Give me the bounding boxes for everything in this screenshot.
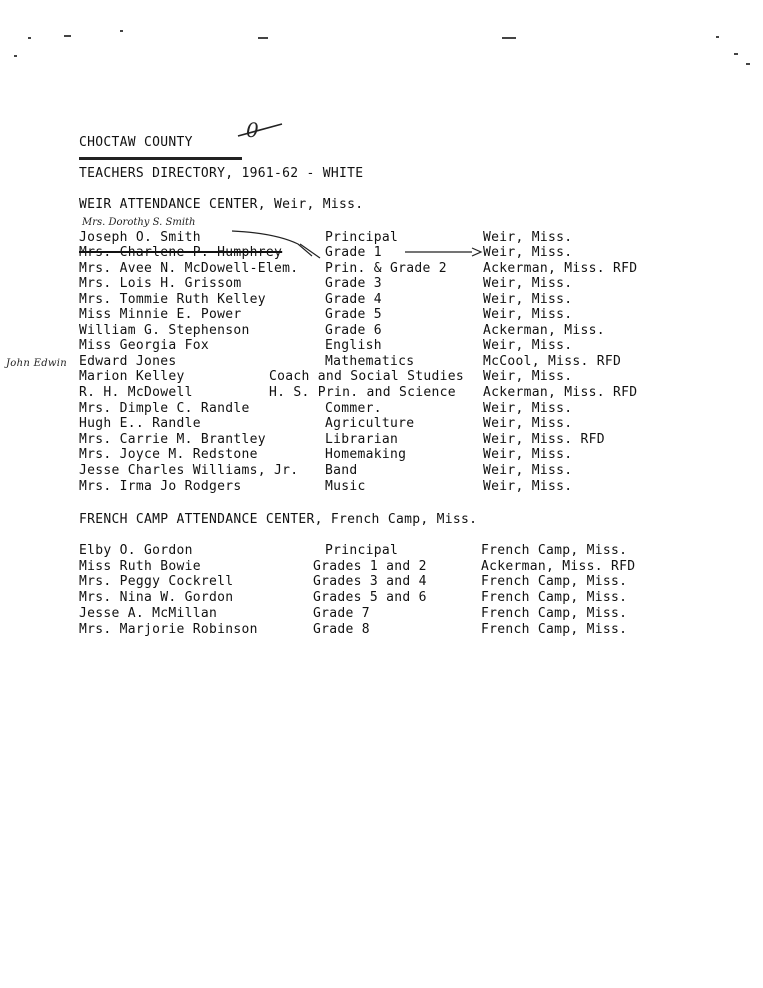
teacher-position: Grade 5 bbox=[325, 307, 382, 322]
teacher-name: Miss Minnie E. Power bbox=[79, 307, 242, 322]
table-row bbox=[0, 622, 763, 637]
table-row bbox=[0, 416, 763, 431]
teacher-position: Agriculture bbox=[325, 416, 415, 431]
teacher-position: Commer. bbox=[325, 401, 382, 416]
handwritten-first-name: John Edwin bbox=[6, 358, 67, 369]
table-row bbox=[0, 574, 763, 589]
teacher-location: Ackerman, Miss. RFD bbox=[481, 559, 636, 574]
teacher-position: Grade 6 bbox=[325, 323, 382, 338]
teacher-position: Grade 7 bbox=[313, 606, 370, 621]
teacher-name: Joseph O. Smith bbox=[79, 230, 201, 245]
teacher-position: Homemaking bbox=[325, 447, 407, 462]
teacher-position: Grade 1 bbox=[325, 245, 382, 260]
teacher-position: Grades 5 and 6 bbox=[313, 590, 427, 605]
teacher-location: Weir, Miss. bbox=[483, 447, 573, 462]
teacher-location: Weir, Miss. bbox=[483, 230, 573, 245]
teacher-name: Mrs. Dimple C. Randle bbox=[79, 401, 250, 416]
teacher-position: Coach and Social Studies bbox=[269, 369, 465, 384]
teacher-location: Weir, Miss. bbox=[483, 245, 573, 260]
teacher-location: French Camp, Miss. bbox=[481, 606, 628, 621]
heading-underline bbox=[79, 157, 242, 160]
teacher-name: Mrs. Avee N. McDowell-Elem. bbox=[79, 261, 299, 276]
teacher-location: Weir, Miss. bbox=[483, 276, 573, 291]
teacher-position: Music bbox=[325, 479, 366, 494]
teacher-position: English bbox=[325, 338, 382, 353]
teacher-location: Ackerman, Miss. RFD bbox=[483, 385, 638, 400]
section-heading-weir: WEIR ATTENDANCE CENTER, Weir, Miss. bbox=[79, 197, 364, 212]
teacher-name: Miss Georgia Fox bbox=[79, 338, 210, 353]
table-row bbox=[0, 543, 763, 558]
teacher-location: Weir, Miss. bbox=[483, 369, 573, 384]
teacher-location: French Camp, Miss. bbox=[481, 574, 628, 589]
teacher-name-struck: Mrs. Charlene P. Humphrey bbox=[79, 245, 283, 260]
teacher-name: Jesse A. McMillan bbox=[79, 606, 218, 621]
teacher-position: Grade 8 bbox=[313, 622, 370, 637]
section-heading-french-camp: FRENCH CAMP ATTENDANCE CENTER, French Camp, Miss. bbox=[79, 512, 478, 527]
teacher-name: Mrs. Carrie M. Brantley bbox=[79, 432, 266, 447]
teacher-position: Mathematics bbox=[325, 354, 415, 369]
teacher-location: Ackerman, Miss. RFD bbox=[483, 261, 638, 276]
county-handwritten-mark: 0 bbox=[246, 118, 259, 142]
teacher-location: French Camp, Miss. bbox=[481, 622, 628, 637]
table-row bbox=[0, 385, 763, 400]
table-row bbox=[0, 559, 763, 574]
teacher-location: Weir, Miss. bbox=[483, 463, 573, 478]
teacher-name: Mrs. Irma Jo Rodgers bbox=[79, 479, 242, 494]
table-row bbox=[0, 590, 763, 605]
teacher-location: French Camp, Miss. bbox=[481, 543, 628, 558]
teacher-name: Mrs. Lois H. Grissom bbox=[79, 276, 242, 291]
teacher-location: Weir, Miss. RFD bbox=[483, 432, 605, 447]
teacher-location: Weir, Miss. bbox=[483, 338, 573, 353]
teacher-location: Weir, Miss. bbox=[483, 292, 573, 307]
teacher-name: Marion Kelley bbox=[79, 369, 185, 384]
teacher-position: H. S. Prin. and Science bbox=[269, 385, 456, 400]
teacher-name: Edward Jones bbox=[79, 354, 177, 369]
table-row bbox=[0, 354, 763, 369]
teacher-location: Weir, Miss. bbox=[483, 416, 573, 431]
table-row bbox=[0, 292, 763, 307]
teacher-location: French Camp, Miss. bbox=[481, 590, 628, 605]
teacher-position: Grades 1 and 2 bbox=[313, 559, 427, 574]
teacher-position: Librarian bbox=[325, 432, 399, 447]
table-row bbox=[0, 276, 763, 291]
table-row bbox=[0, 401, 763, 416]
teacher-name: Mrs. Joyce M. Redstone bbox=[79, 447, 258, 462]
teacher-location: Weir, Miss. bbox=[483, 307, 573, 322]
teacher-position: Prin. & Grade 2 bbox=[325, 261, 447, 276]
teacher-location: Weir, Miss. bbox=[483, 401, 573, 416]
table-row bbox=[0, 606, 763, 621]
teacher-name: Elby O. Gordon bbox=[79, 543, 193, 558]
table-row bbox=[0, 307, 763, 322]
table-row bbox=[0, 230, 763, 245]
teacher-name: Hugh E.. Randle bbox=[79, 416, 201, 431]
teacher-name: R. H. McDowell bbox=[79, 385, 193, 400]
teacher-name: Mrs. Nina W. Gordon bbox=[79, 590, 234, 605]
table-row bbox=[0, 479, 763, 494]
teacher-position: Grades 3 and 4 bbox=[313, 574, 427, 589]
teacher-name: Mrs. Marjorie Robinson bbox=[79, 622, 258, 637]
teacher-location: Weir, Miss. bbox=[483, 479, 573, 494]
teacher-name: Mrs. Tommie Ruth Kelley bbox=[79, 292, 266, 307]
directory-title: TEACHERS DIRECTORY, 1961-62 - WHITE bbox=[79, 166, 364, 181]
table-row bbox=[0, 463, 763, 478]
teacher-position: Grade 4 bbox=[325, 292, 382, 307]
teacher-position: Principal bbox=[325, 230, 399, 245]
teacher-name: Miss Ruth Bowie bbox=[79, 559, 201, 574]
teacher-position: Grade 3 bbox=[325, 276, 382, 291]
teacher-name: William G. Stephenson bbox=[79, 323, 250, 338]
teacher-name: Jesse Charles Williams, Jr. bbox=[79, 463, 299, 478]
teacher-position: Principal bbox=[325, 543, 399, 558]
table-row bbox=[0, 323, 763, 338]
handwritten-replacement-name: Mrs. Dorothy S. Smith bbox=[82, 217, 196, 228]
teacher-name: Mrs. Peggy Cockrell bbox=[79, 574, 234, 589]
teacher-location: McCool, Miss. RFD bbox=[483, 354, 622, 369]
table-row bbox=[0, 447, 763, 462]
table-row bbox=[0, 245, 763, 260]
table-row bbox=[0, 338, 763, 353]
teacher-position: Band bbox=[325, 463, 358, 478]
table-row bbox=[0, 369, 763, 384]
table-row bbox=[0, 432, 763, 447]
county-heading: CHOCTAW COUNTY bbox=[79, 135, 193, 150]
teacher-location: Ackerman, Miss. bbox=[483, 323, 605, 338]
table-row bbox=[0, 261, 763, 276]
